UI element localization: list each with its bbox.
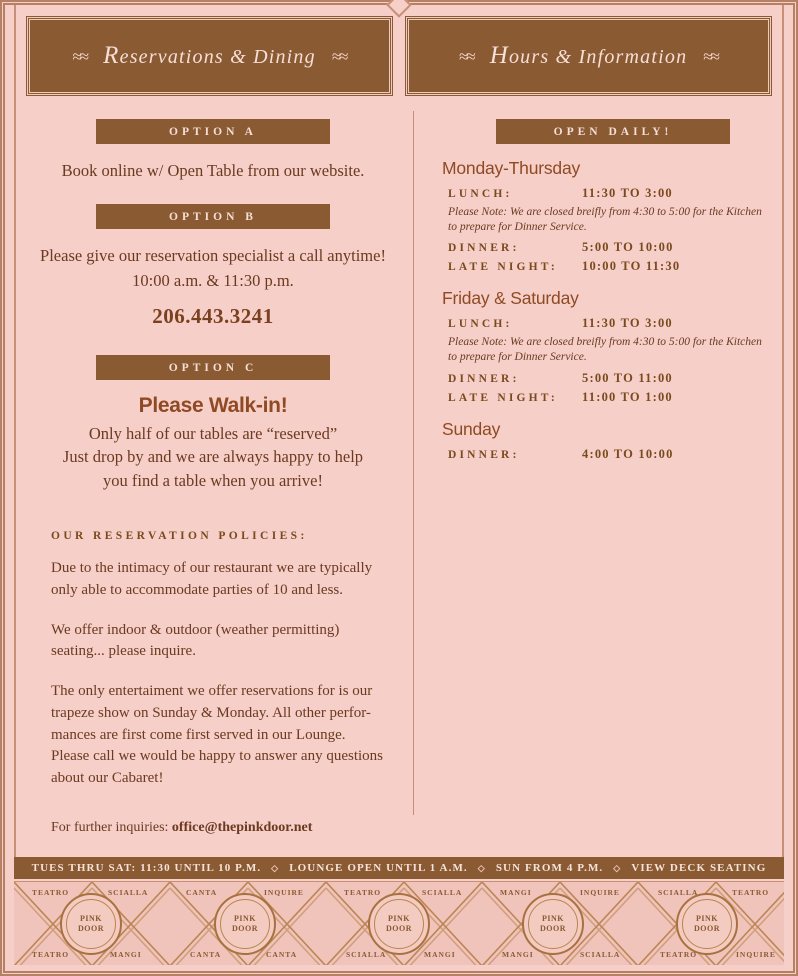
ribbon-word: MANGI (502, 950, 534, 959)
hours-row (442, 371, 767, 386)
ribbon-word: MANGI (424, 950, 456, 959)
policy-paragraph: We offer indoor & outdoor (weather permitting) seating... please inquire. (51, 621, 340, 660)
walkin-lines (33, 422, 393, 492)
hours-label: LUNCH: (448, 188, 513, 200)
phone-number[interactable]: 206.443.3241 (152, 303, 274, 328)
seal-label: PINK DOOR (78, 914, 104, 933)
hours-group-friday-saturday (442, 288, 767, 404)
bottom-bar-item: LOUNGE OPEN UNTIL 1 A.M. (289, 862, 468, 874)
hours-label: LATE NIGHT: (448, 261, 558, 274)
hours-row (442, 447, 767, 462)
walkin-heading: Please Walk-in! (138, 393, 288, 417)
walkin-line1: Only half of our tables are “reserved” (88, 423, 338, 443)
swirl-ornament-icon: ≈≈ (331, 46, 347, 66)
bottom-bar-item: SUN FROM 4 P.M. (495, 862, 604, 874)
column-divider (413, 111, 414, 815)
hours-value: 10:00 TO 11:30 (582, 259, 681, 274)
pink-door-seal (60, 893, 122, 955)
pink-door-seal (676, 893, 738, 955)
option-b-line2: 10:00 a.m. & 11:30 p.m. (132, 270, 294, 290)
policy-paragraph: The only entertaiment we offer reservations for is our trapeze show on Sunday & Monday. All other perfor-mances are first come first served in our Lounge. Please call we would be happy to answer any questions about our Cabaret! (51, 683, 383, 787)
swirl-ornament-icon: ≈≈ (72, 46, 88, 66)
hours-row (442, 186, 767, 201)
seal-label: PINK DOOR (232, 914, 258, 933)
ribbon-word: INQUIRE (736, 950, 776, 959)
bottom-bar-item: TUES THRU SAT: 11:30 UNTIL 10 P.M. (31, 862, 262, 874)
ribbon-word: TEATRO (32, 888, 70, 897)
option-b-bar: OPTION B (96, 204, 330, 229)
walkin-line2: Just drop by and we are always happy to help (62, 447, 364, 467)
hours-label: DINNER: (448, 372, 520, 385)
ribbon-word: SCIALLA (580, 950, 621, 959)
hours-group-sunday (442, 419, 767, 462)
hours-row (442, 390, 767, 405)
ribbon-word: CANTA (186, 888, 218, 897)
seal-label: PINK DOOR (694, 914, 720, 933)
footer-ornament-strip (14, 881, 784, 965)
hours-label: LUNCH: (448, 318, 513, 331)
column-hours (428, 105, 771, 841)
swirl-ornament-icon: ≈≈ (703, 46, 718, 66)
banner-title: Hours & Information (489, 42, 688, 69)
hours-row (442, 316, 767, 331)
content-columns (27, 105, 771, 841)
bottom-info-bar (14, 857, 784, 879)
diamond-separator-icon: ◇ (271, 862, 280, 873)
ribbon-word: TEATRO (660, 950, 698, 959)
day-name: Monday-Thursday (442, 158, 581, 178)
ribbon-word: INQUIRE (264, 888, 304, 897)
hours-value: 11:00 TO 1:00 (582, 389, 673, 404)
ribbon-word: TEATRO (32, 950, 70, 959)
hours-value: 11:30 TO 3:00 (582, 186, 673, 200)
swirl-ornament-icon: ≈≈ (459, 46, 474, 66)
diamond-separator-icon: ◇ (477, 862, 486, 873)
ribbon-word: TEATRO (732, 888, 770, 897)
ribbon-word: SCIALLA (346, 950, 387, 959)
open-daily-bar: OPEN DAILY! (496, 119, 730, 144)
pink-door-seal (368, 893, 430, 955)
walkin-line3: you find a table when you arrive! (103, 470, 323, 490)
inquiries-line (51, 820, 387, 836)
ribbon-word: CANTA (266, 950, 298, 959)
ribbon-word: SCIALLA (658, 888, 699, 897)
pink-door-seal (522, 893, 584, 955)
banner-hours-information[interactable] (406, 17, 771, 95)
policies-section (33, 530, 393, 836)
hours-value: 5:00 TO 10:00 (582, 240, 674, 255)
hours-row (442, 259, 767, 274)
ribbon-word: MANGI (500, 888, 532, 897)
diamond-separator-icon: ◇ (613, 862, 622, 873)
hours-label: LATE NIGHT: (448, 391, 558, 404)
hours-note: Please Note: We are closed breifly from 4:30 to 5:00 for the Kitchen to prepare for Dinner Service. (448, 336, 762, 364)
day-name: Friday & Saturday (442, 288, 579, 309)
day-name: Sunday (442, 418, 501, 439)
policy-paragraph: Due to the intimacy of our restaurant we are typically only able to accommodate parties of 10 and less. (51, 560, 373, 598)
pink-door-seal (214, 893, 276, 955)
option-b-line1: Please give our reservation specialist a call anytime! (40, 246, 386, 266)
hours-note: Please Note: We are closed breifly from 4:30 to 5:00 for the Kitchen to prepare for Dinner Service. (448, 206, 762, 233)
option-a-bar: OPTION A (96, 119, 330, 144)
ribbon-word: SCIALLA (422, 888, 463, 897)
ribbon-word: CANTA (190, 950, 222, 959)
hours-value: 5:00 TO 11:00 (582, 370, 673, 385)
hours-row (442, 240, 767, 255)
ribbon-word: SCIALLA (108, 888, 149, 897)
hours-label: DINNER: (448, 242, 520, 255)
policies-heading: OUR RESERVATION POLICIES: (51, 530, 308, 543)
inquiries-label: For further inquiries: (51, 819, 169, 835)
banner-reservations-dining[interactable] (27, 17, 392, 95)
email-link[interactable]: office@thepinkdoor.net (171, 819, 313, 835)
ribbon-word: MANGI (110, 950, 142, 959)
banner-title: Reservations & Dining (103, 42, 316, 69)
option-a-text: Book online w/ Open Table from our website. (61, 161, 365, 180)
seal-label: PINK DOOR (540, 914, 566, 933)
column-reservations (27, 105, 399, 841)
seal-label: PINK DOOR (386, 914, 412, 933)
ribbon-word: INQUIRE (580, 888, 620, 897)
hours-group-monday-thursday (442, 158, 767, 274)
header-banners (27, 17, 771, 95)
bottom-bar-item[interactable]: VIEW DECK SEATING (631, 862, 767, 874)
hours-value: 11:30 TO 3:00 (582, 316, 673, 331)
ribbon-word: TEATRO (344, 888, 382, 897)
hours-value: 4:00 TO 10:00 (582, 446, 674, 461)
hours-label: DINNER: (448, 448, 520, 461)
option-c-bar: OPTION C (96, 355, 330, 380)
